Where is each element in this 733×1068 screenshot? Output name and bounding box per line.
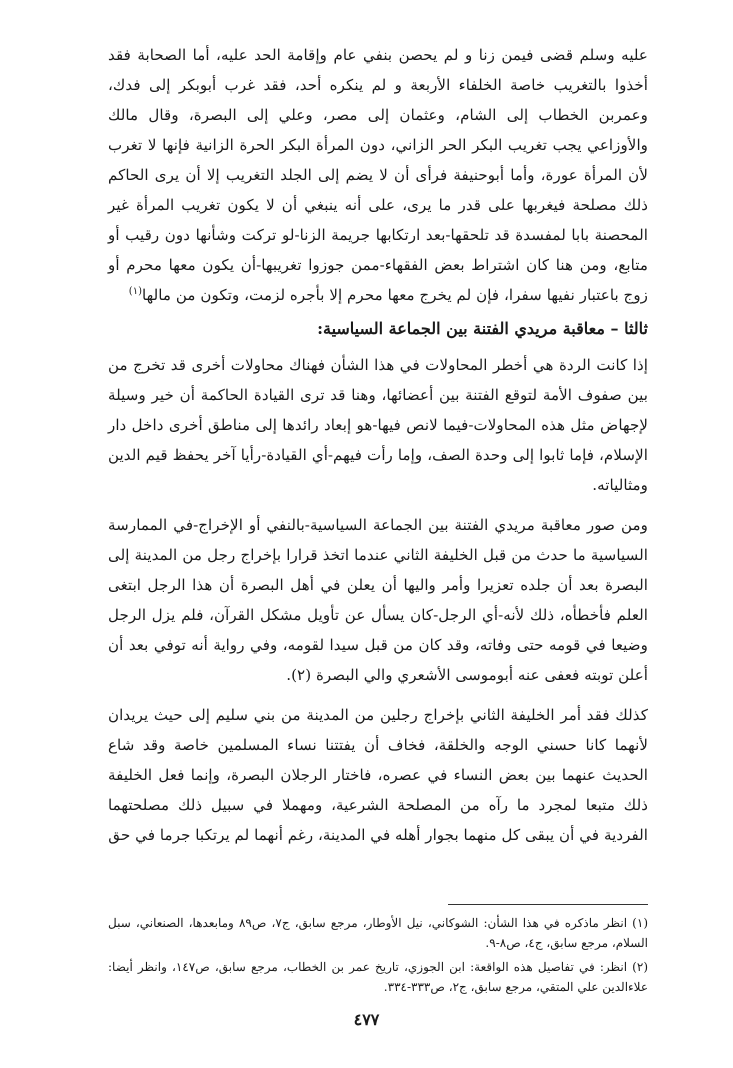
paragraph-gap: [108, 500, 648, 510]
section-heading: ثالثا – معاقبة مريدي الفتنة بين الجماعة السياسية:: [317, 319, 648, 338]
paragraph-1-text: عليه وسلم قضى فيمن زنا و لم يحصن بنفي عام وإقامة الحد عليه، أما الصحابة فقد أخذوا بالتغريب خاصة الخلفاء الأربعة و لم ينكره أحد، فقد غرب أبوبكر إلى فدك، وعمربن الخطاب إلى الشام، وعثمان إلى مصر، وعلي إلى البصرة، وقال مالك والأوزاعي يجب تغريب البكر الحر الزاني، دون المرأة البكر الحرة الزانية فإنها لا تغرب لأن المرأة عورة، وأما أبوحنيفة فرأى أن لا يضم إلى الجلد التغريب إلا أن يرى الحاكم ذلك مصلحة فيغربها على قدر ما يرى، على أنه ينبغي أن لا يكون تغريب المرأة غير المحصنة بابا لمفسدة قد تلحقها-بعد ارتكابها جريمة الزنا-لو تركت وشأنها دون رقيب أو متابع، ومن هنا كان اشتراط بعض الفقهاء-ممن جوزوا تغريبها-أن يكون معها محرم أو زوج باعتبار نفيها سفرا، فإن لم يخرج معها محرم إلا بأجره لزمت، وتكون من مالها: [108, 46, 648, 304]
footnote-ref-2: (٢).: [286, 666, 312, 684]
footnote-2: (٢) انظر: في تفاصيل هذه الواقعة: ابن الجوزي، تاريخ عمر بن الخطاب، مرجع سابق، ص١٤٧، وانظر أيضا: علاءالدين علي المتقي، مرجع سابق، ج٢، ص٣٣٣-٣٣٤.: [108, 960, 649, 994]
footnotes: [108, 904, 648, 1001]
footnote-1: (١) انظر ماذكره في هذا الشأن: الشوكاني، نيل الأوطار، مرجع سابق، ج٧، ص٨٩ ومابعدها، الصنعاني، سبل السلام، مرجع سابق، ج٤، ص٨-٩.: [108, 916, 649, 950]
paragraph-4: كذلك فقد أمر الخليفة الثاني بإخراج رجلين من المدينة من بني سليم إلى حيث يريدان لأنهما كانا حسني الوجه والخلقة، فخاف أن يفتتنا نساء المسلمين خاصة وقد شاع الحديث عنهما بين بعض النساء في عصره، فاختار الرجلان البصرة، وإنما فعل الخليفة ذلك متبعا لمجرد ما رآه من المصلحة الشرعية، ومهملا في سبيل ذلك مصلحتهما الفردية في أن يبقى كل منهما بجوار أهله في المدينة، رغم أنهما لم يرتكبا جرما في حق: [108, 706, 648, 844]
paragraph-3-text: ومن صور معاقبة مريدي الفتنة بين الجماعة السياسية-بالنفي أو الإخراج-في الممارسة السياسية ما حدث من قبل الخليفة الثاني عندما اتخذ قرارا بإخراج رجل من المدينة إلى البصرة بعد أن جلده تعزيرا وأمر واليها أن يعلن في أهل البصرة أن هذا الرجل ابتغى العلم فأخطأه، ذلك لأنه-أي الرجل-كان يسأل عن تأويل مشكل القرآن، فلم يزل الرجل وضيعا في قومه حتى وفاته، وقد كان من قبل سيدا لقومه، وفي رواية أنه توفي بعد أن أعلن توبته فعفى عنه أبوموسى الأشعري والي البصرة: [108, 516, 648, 684]
footnote-divider: [448, 904, 648, 905]
paragraph-gap: [108, 690, 648, 700]
page-body: [108, 40, 648, 850]
paragraph-3: [108, 510, 648, 690]
paragraph-1: [108, 40, 648, 310]
paragraph-2: إذا كانت الردة هي أخطر المحاولات في هذا الشأن فهناك محاولات أخرى قد تخرج من بين صفوف الأمة لتوقع الفتنة بين أعضائها، وهنا قد ترى القيادة الحاكمة أن خير وسيلة لإجهاض مثل هذه المحاولات-فيما لانص فيها-هو إبعاد رائدها إلى مناطق أخرى داخل دار الإسلام، فإما ثابوا إلى وحدة الصف، وإما رأت فيهم-أي القيادة-رأيا آخر يحفظ قيم الدين ومثالياته.: [108, 356, 648, 494]
page-number: ٤٧٧: [353, 1010, 380, 1029]
footnote-ref-1: (١): [128, 285, 142, 297]
